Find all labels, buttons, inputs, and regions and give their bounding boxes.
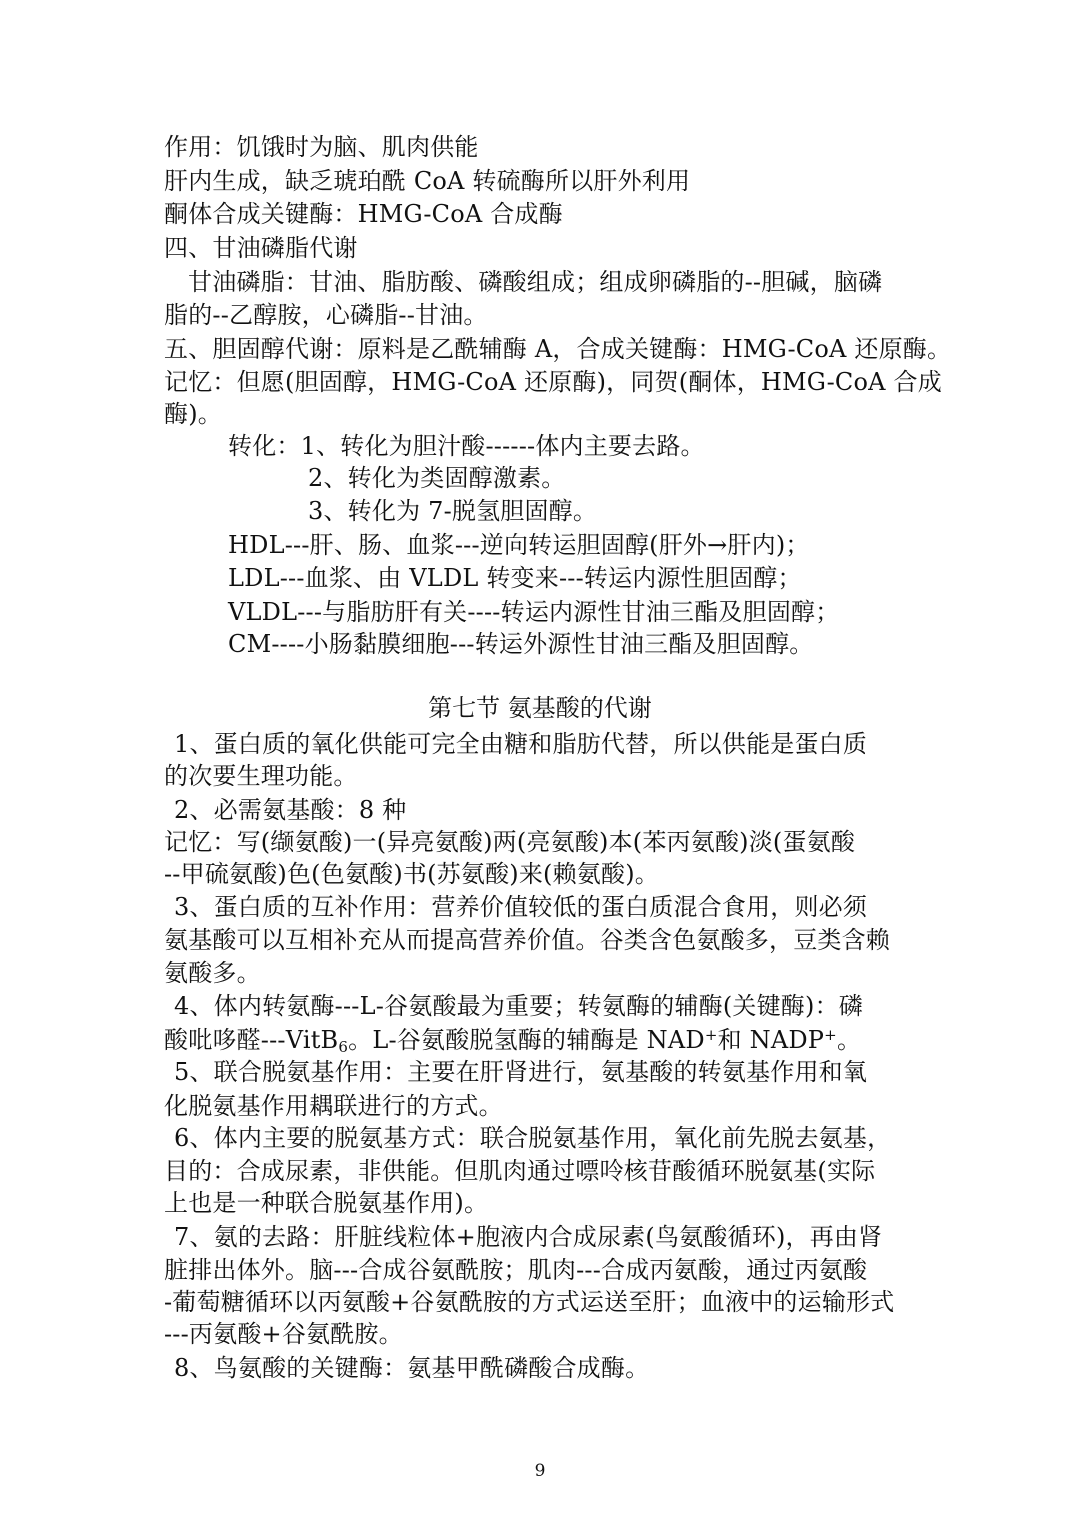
- text-line-vitamin: [164, 1024, 861, 1056]
- text-line: 记忆：写(缬氨酸)一(异亮氨酸)两(亮氨酸)本(苯丙氨酸)淡(蛋氨酸: [164, 828, 856, 856]
- text-line: 氨酸多。: [164, 959, 261, 987]
- text-line: LDL---血浆、由 VLDL 转变来---转运内源性胆固醇；: [228, 564, 802, 592]
- text-segment: 。L-谷氨酸脱氢酶的辅酶是 NAD: [348, 1026, 705, 1054]
- text-line: 2、转化为类固醇激素。: [308, 464, 566, 492]
- text-line: CM----小肠黏膜细胞---转运外源性甘油三酯及胆固醇。: [228, 630, 814, 658]
- text-line: 6、体内主要的脱氨基方式：联合脱氨基作用，氧化前先脱去氨基，: [174, 1124, 892, 1152]
- text-line: 3、转化为 7-脱氢胆固醇。: [308, 497, 598, 525]
- text-line: 目的：合成尿素，非供能。但肌肉通过嘌呤核苷酸循环脱氨基(实际: [164, 1157, 876, 1185]
- text-line: 化脱氨基作用耦联进行的方式。: [164, 1092, 503, 1120]
- text-line: 上也是一种联合脱氨基作用)。: [164, 1189, 489, 1217]
- superscript: +: [704, 1026, 718, 1044]
- text-line: ---丙氨酸+谷氨酰胺。: [164, 1320, 403, 1348]
- text-line: 1、蛋白质的氧化供能可完全由糖和脂肪代替，所以供能是蛋白质: [174, 730, 868, 758]
- text-line: 脏排出体外。脑---合成谷氨酰胺；肌肉---合成丙氨酸，通过丙氨酸: [164, 1256, 868, 1284]
- text-line: 氨基酸可以互相补充从而提高营养价值。谷类含色氨酸多，豆类含赖: [164, 926, 890, 954]
- text-line: 脂的--乙醇胺，心磷脂--甘油。: [164, 301, 488, 329]
- text-line: 肝内生成，缺乏琥珀酰 CoA 转硫酶所以肝外利用: [164, 167, 691, 195]
- text-line: 四、甘油磷脂代谢: [164, 234, 358, 262]
- text-line: 5、联合脱氨基作用：主要在肝肾进行，氨基酸的转氨基作用和氧: [174, 1058, 868, 1086]
- text-line: 7、氨的去路：肝脏线粒体+胞液内合成尿素(鸟氨酸循环)，再由肾: [174, 1223, 883, 1251]
- text-line: VLDL---与脂肪肝有关----转运内源性甘油三酯及胆固醇；: [228, 598, 840, 626]
- text-line: 转化：1、转化为胆汁酸------体内主要去路。: [228, 432, 705, 460]
- text-line: --甲硫氨酸)色(色氨酸)书(苏氨酸)来(赖氨酸)。: [164, 860, 659, 888]
- text-line: 作用：饥饿时为脑、肌肉供能: [164, 133, 479, 161]
- text-line: 酶)。: [164, 400, 222, 428]
- text-line: 记忆：但愿(胆固醇，HMG-CoA 还原酶)，同贺(酮体，HMG-CoA 合成: [164, 368, 942, 396]
- text-line: 的次要生理功能。: [164, 762, 358, 790]
- text-line: 4、体内转氨酶---L-谷氨酸最为重要；转氨酶的辅酶(关键酶)：磷: [174, 992, 863, 1020]
- text-line: 五、胆固醇代谢：原料是乙酰辅酶 A，合成关键酶：HMG-CoA 还原酶。: [164, 335, 952, 363]
- text-line: -葡萄糖循环以丙氨酸+谷氨酰胺的方式运送至肝；血液中的运输形式: [164, 1288, 895, 1316]
- text-line: 3、蛋白质的互补作用：营养价值较低的蛋白质混合食用，则必须: [174, 893, 868, 921]
- subscript: 6: [338, 1038, 349, 1056]
- text-line: HDL---肝、肠、血浆---逆向转运胆固醇(肝外→肝内)；: [228, 531, 810, 559]
- text-line: 甘油磷脂：甘油、脂肪酸、磷酸组成；组成卵磷脂的--胆碱，脑磷: [188, 268, 883, 296]
- text-segment: 。: [836, 1026, 862, 1054]
- page-number: 9: [534, 1461, 546, 1481]
- text-segment: 酸吡哆醛---VitB: [164, 1026, 339, 1054]
- text-segment: 和 NADP: [717, 1026, 825, 1054]
- text-line: 酮体合成关键酶：HMG-CoA 合成酶: [164, 200, 563, 228]
- text-line: 2、必需氨基酸：8 种: [174, 796, 407, 824]
- text-line: 8、鸟氨酸的关键酶：氨基甲酰磷酸合成酶。: [174, 1354, 650, 1382]
- superscript: +: [824, 1026, 837, 1044]
- section-title: 第七节 氨基酸的代谢: [428, 694, 652, 722]
